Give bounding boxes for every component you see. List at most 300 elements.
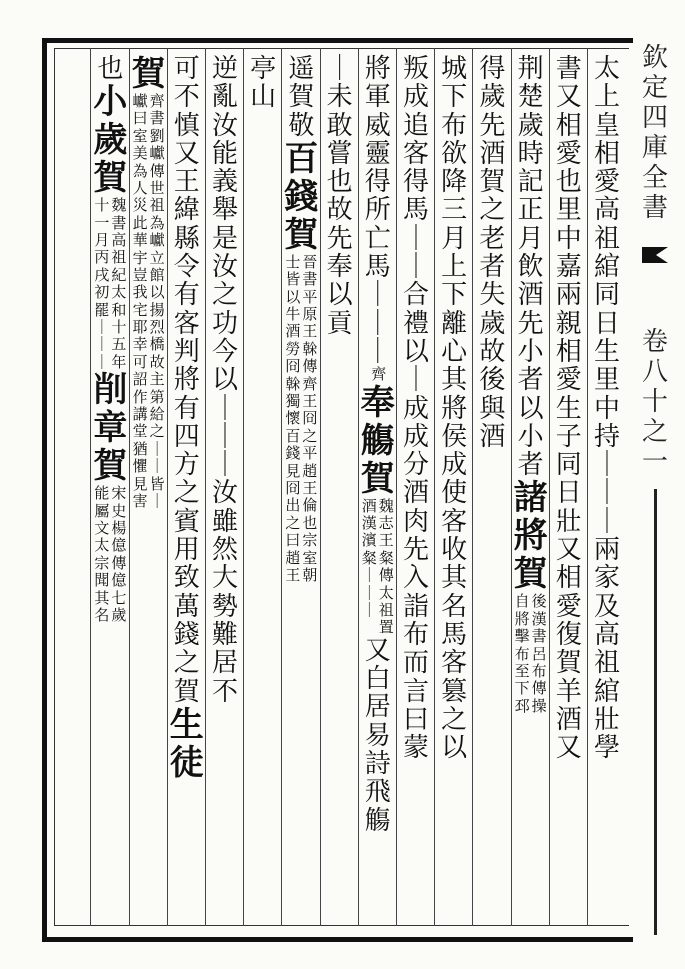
body-char: 致 [173, 563, 200, 594]
body-char: 綰 [593, 252, 620, 283]
body-char: 太 [593, 54, 620, 84]
body-char: 叛 [402, 54, 429, 84]
body-char: 有 [173, 393, 200, 424]
note-char: 酒 [361, 496, 377, 515]
body-char: 以 [326, 280, 353, 311]
commentary-note [284, 252, 318, 585]
commentary-subcolumn [133, 94, 148, 511]
body-char: 言 [402, 676, 429, 707]
note-char: 見 [285, 461, 301, 480]
body-char: 記 [517, 167, 544, 198]
note-char: ｜ [149, 457, 165, 476]
note-char: 書 [111, 213, 127, 232]
note-char: 巘 [149, 144, 165, 163]
body-char: 客 [441, 648, 468, 679]
note-char: 牛 [285, 305, 301, 324]
note-char: 紀 [111, 265, 127, 284]
body-char: 離 [441, 308, 468, 339]
note-char: 烈 [149, 318, 165, 337]
commentary-subcolumn [94, 198, 109, 372]
body-char: 心 [441, 336, 468, 367]
note-char: 宇 [132, 248, 148, 267]
body-char: 追 [402, 110, 429, 141]
note-char: 之 [149, 422, 165, 441]
body-char: 得 [402, 167, 429, 198]
entry-heading-char: 賀 [284, 214, 319, 255]
body-char: 老 [479, 223, 506, 254]
note-char: 太 [94, 536, 110, 555]
body-char: 可 [173, 54, 200, 84]
body-char: 三 [441, 195, 468, 226]
body-char: ｜ [402, 252, 429, 283]
body-char: 萬 [173, 591, 200, 622]
note-char: 濱 [361, 531, 377, 550]
body-char: 分 [402, 450, 429, 481]
note-char: ｜ [94, 335, 110, 354]
commentary-subcolumn [111, 486, 126, 625]
body-char: 家 [593, 563, 620, 594]
note-char: 耶 [132, 318, 148, 337]
book-title-vertical [642, 45, 668, 225]
note-char: 後 [531, 592, 547, 611]
note-char: 邳 [514, 696, 530, 715]
body-char: 者 [479, 252, 506, 283]
body-char: 以 [441, 733, 468, 764]
note-char: 晉 [302, 252, 318, 271]
note-char: 齊 [149, 92, 165, 110]
note-char: 自 [514, 592, 530, 611]
body-char: 不 [211, 676, 238, 707]
commentary-note [93, 198, 127, 372]
body-char: 者 [517, 365, 544, 396]
note-char: 七 [111, 588, 127, 607]
body-char: 先 [326, 223, 353, 254]
note-char: 曰 [285, 531, 301, 550]
fish-tail-mark-icon [640, 245, 670, 265]
entry-heading-char: 章 [93, 408, 128, 449]
note-char: 也 [302, 513, 318, 532]
note-char: 王 [302, 478, 318, 497]
body-char: 布 [402, 619, 429, 650]
note-char: 王 [285, 565, 301, 584]
text-column [361, 56, 395, 922]
margin-char: 四 [641, 103, 668, 133]
note-char: ｜ [149, 491, 165, 510]
body-char: 也 [97, 54, 124, 84]
note-char: 傳 [378, 566, 394, 585]
body-char: 先 [517, 308, 544, 339]
margin-char: 十 [641, 387, 668, 417]
body-char: 歲 [479, 82, 506, 113]
note-char: 第 [149, 387, 165, 406]
body-char: 荆 [517, 54, 544, 84]
body-char: 月 [517, 223, 544, 254]
margin-char: 書 [641, 193, 668, 223]
body-char: 勢 [211, 591, 238, 622]
note-char: 皆 [285, 270, 301, 289]
note-char: 丙 [94, 248, 110, 267]
note-char: 故 [149, 352, 165, 371]
margin-char: 庫 [641, 133, 668, 163]
note-char: 酒 [285, 322, 301, 341]
note-char: 王 [302, 392, 318, 411]
body-char: 日 [593, 308, 620, 339]
body-char: 今 [211, 336, 238, 367]
note-char: 主 [149, 370, 165, 389]
note-char: 之 [285, 513, 301, 532]
body-char: 又 [555, 535, 582, 566]
body-char: 賀 [479, 167, 506, 198]
body-char: 又 [364, 635, 391, 666]
note-char: 高 [111, 231, 127, 250]
note-char: 講 [132, 405, 148, 424]
margin-char: 卷 [641, 327, 668, 357]
entry-heading-char: 歲 [93, 120, 128, 161]
body-char: 觴 [364, 805, 391, 836]
body-char: 所 [364, 195, 391, 226]
note-char: 億 [111, 571, 127, 590]
note-char: 月 [94, 231, 110, 250]
body-char: 雖 [211, 506, 238, 537]
body-char: 能 [211, 138, 238, 169]
note-char: 詔 [132, 370, 148, 389]
note-char: 布 [514, 644, 530, 663]
note-char: 懼 [132, 457, 148, 476]
text-column [514, 56, 548, 922]
entry-heading-char: 徒 [169, 742, 204, 783]
body-char: 將 [173, 365, 200, 396]
body-char: 嘗 [326, 138, 353, 169]
note-char: 傳 [302, 357, 318, 376]
body-char: 上 [593, 82, 620, 113]
body-char: 其 [441, 563, 468, 594]
body-char: 同 [555, 450, 582, 481]
body-char: 山 [250, 82, 277, 113]
note-char: 士 [285, 252, 301, 271]
note-char: 以 [149, 283, 165, 302]
commentary-subcolumn [111, 198, 126, 372]
margin-char: 八 [641, 357, 668, 387]
body-char: 歲 [517, 110, 544, 141]
body-char: 篡 [441, 676, 468, 707]
body-char: 同 [593, 280, 620, 311]
body-char: 愛 [593, 167, 620, 198]
text-column [132, 56, 166, 922]
body-char: 下 [441, 82, 468, 113]
commentary-subcolumn [302, 252, 318, 585]
note-char: 見 [132, 474, 148, 493]
body-char: 月 [441, 223, 468, 254]
body-char: 逆 [211, 54, 238, 84]
note-char: 豈 [132, 265, 148, 284]
body-char: 成 [402, 393, 429, 424]
note-char: 冏 [285, 478, 301, 497]
body-char: 小 [517, 421, 544, 452]
body-char: 其 [441, 365, 468, 396]
body-char: 之 [479, 195, 506, 226]
note-char: ｜ [94, 352, 110, 371]
body-char: ｜ [593, 478, 620, 509]
body-char: 酒 [517, 280, 544, 311]
note-char: 其 [94, 588, 110, 607]
note-char: ｜ [361, 566, 377, 585]
text-column [399, 56, 433, 922]
body-char: ｜ [402, 365, 429, 396]
note-char: 粲 [361, 548, 377, 567]
body-char: 汝 [211, 110, 238, 141]
body-char: 之 [173, 478, 200, 509]
entry-heading-char: 賀 [93, 158, 128, 199]
body-char: 楚 [517, 82, 544, 113]
body-char: ｜ [593, 450, 620, 481]
note-char: 華 [132, 231, 148, 250]
note-char: 漢 [531, 609, 547, 628]
body-char: 祖 [593, 223, 620, 254]
note-char: 傳 [111, 553, 127, 572]
text-column [590, 56, 624, 922]
body-char: 侯 [441, 421, 468, 452]
note-char: 美 [132, 144, 148, 163]
body-char: 詩 [364, 748, 391, 779]
note-char: 之 [302, 426, 318, 445]
body-char: 先 [402, 535, 429, 566]
note-char: 巘 [149, 231, 165, 250]
text-column [284, 56, 318, 922]
margin-char: 定 [641, 73, 668, 103]
body-char: 以 [517, 393, 544, 424]
body-char: 酒 [402, 478, 429, 509]
body-char: 曰 [402, 704, 429, 735]
note-char: 齊 [302, 374, 318, 393]
note-char: 聞 [94, 571, 110, 590]
body-char: 之 [211, 280, 238, 311]
body-char: 居 [364, 692, 391, 723]
note-char: 呂 [531, 644, 547, 663]
entry-heading-char: 錢 [284, 176, 319, 217]
entry-heading-char: 賀 [360, 458, 395, 499]
body-char: 子 [555, 421, 582, 452]
note-char: ｜ [149, 439, 165, 458]
note-char: 給 [149, 405, 165, 424]
body-char: 與 [479, 393, 506, 424]
body-char: 愛 [555, 138, 582, 169]
body-char: 有 [173, 280, 200, 311]
body-char: 軍 [364, 82, 391, 113]
column-rule [167, 48, 168, 926]
entry-heading-char: 削 [93, 370, 128, 411]
note-char: 志 [378, 514, 394, 533]
note-char: 巘 [132, 92, 148, 110]
body-char: 書 [555, 54, 582, 84]
note-char: 劉 [149, 126, 165, 145]
note-char: 獨 [285, 392, 301, 411]
note-char: 書 [149, 109, 165, 128]
note-char: 十 [94, 196, 110, 215]
body-char: 合 [402, 280, 429, 311]
body-char: 飛 [364, 777, 391, 808]
note-char: 榦 [285, 374, 301, 393]
note-char: 魏 [111, 196, 127, 215]
note-char: 傳 [531, 679, 547, 698]
body-char: ｜ [364, 280, 391, 311]
body-char: 得 [364, 167, 391, 198]
body-char: 肉 [402, 506, 429, 537]
body-char: 生 [593, 336, 620, 367]
body-char: 名 [441, 591, 468, 622]
note-char: 置 [378, 618, 394, 637]
body-char: ｜ [211, 393, 238, 424]
commentary-subcolumn [361, 496, 377, 638]
note-char: 原 [302, 305, 318, 324]
note-char: 立 [149, 248, 165, 267]
body-char: 收 [441, 535, 468, 566]
body-char: 上 [441, 252, 468, 283]
body-char: 日 [555, 478, 582, 509]
body-char: 綰 [593, 676, 620, 707]
entry-heading-char: 賀 [131, 54, 166, 94]
note-char: 世 [149, 178, 165, 197]
body-char: 奉 [326, 252, 353, 283]
note-char: 宗 [302, 531, 318, 550]
note-char: 罷 [94, 300, 110, 319]
note-char: 將 [514, 609, 530, 628]
note-char: 猶 [132, 439, 148, 458]
margin-char: 全 [641, 163, 668, 193]
body-char: 緯 [173, 195, 200, 226]
body-char: ｜ [402, 223, 429, 254]
body-char: 客 [402, 138, 429, 169]
body-char: 汝 [211, 252, 238, 283]
body-char: 亂 [211, 82, 238, 113]
body-char: 詣 [402, 591, 429, 622]
body-char: 相 [555, 563, 582, 594]
note-char: 作 [132, 387, 148, 406]
note-char: ｜ [361, 583, 377, 602]
text-column [93, 56, 127, 922]
note-char: 王 [302, 322, 318, 341]
body-char: 將 [364, 54, 391, 84]
body-char: 汝 [211, 478, 238, 509]
entry-heading-char: 賀 [513, 554, 548, 595]
body-char: 羊 [555, 676, 582, 707]
body-char: 中 [555, 223, 582, 254]
note-char: 億 [111, 536, 127, 555]
commentary-subcolumn [532, 594, 547, 716]
body-char: 遥 [288, 54, 315, 84]
note-char: 書 [302, 270, 318, 289]
body-char: 縣 [173, 223, 200, 254]
entry-heading-char: 奉 [360, 382, 395, 423]
body-char: 難 [211, 619, 238, 650]
body-char: 是 [211, 223, 238, 254]
body-char: 時 [517, 138, 544, 169]
note-char: 太 [111, 283, 127, 302]
note-char: 粲 [378, 548, 394, 567]
note-char: 歲 [111, 605, 127, 624]
body-char: 也 [326, 167, 353, 198]
body-char: 壯 [593, 704, 620, 735]
body-char: 里 [555, 195, 582, 226]
body-char: 而 [402, 648, 429, 679]
note-char: 史 [111, 501, 127, 520]
commentary-subcolumn [150, 94, 165, 511]
note-char: 百 [285, 426, 301, 445]
note-char: 懷 [285, 409, 301, 428]
note-char: 祖 [378, 601, 394, 619]
body-char: 居 [211, 648, 238, 679]
body-char: 馬 [402, 195, 429, 226]
note-char: 室 [302, 548, 318, 567]
note-char: 皆 [149, 474, 165, 493]
commentary-note [132, 94, 166, 511]
note-char: 五 [111, 335, 127, 354]
body-char: 愛 [555, 365, 582, 396]
note-char: ｜ [361, 601, 377, 619]
note-char: 初 [94, 283, 110, 302]
note-char: 錢 [285, 444, 301, 463]
body-char: 復 [555, 619, 582, 650]
note-char: 齊 [371, 365, 387, 384]
body-char: 降 [441, 167, 468, 198]
note-char: 傳 [149, 161, 165, 180]
body-char: 皇 [593, 110, 620, 141]
column-rule [472, 48, 473, 926]
body-char: 酒 [479, 138, 506, 169]
body-char: 酒 [555, 704, 582, 735]
body-char: 以 [211, 365, 238, 396]
note-char: 室 [132, 126, 148, 145]
body-char: 方 [173, 450, 200, 481]
note-char: 王 [378, 531, 394, 550]
note-char: 榦 [302, 339, 318, 358]
body-char: 靈 [364, 138, 391, 169]
body-char: 然 [211, 535, 238, 566]
body-char: 之 [173, 648, 200, 679]
body-char: ｜ [364, 336, 391, 367]
margin-char: 一 [641, 447, 668, 477]
note-char: 操 [531, 696, 547, 715]
note-char: 下 [514, 679, 530, 698]
body-char: 高 [593, 195, 620, 226]
body-char: 相 [555, 110, 582, 141]
body-char: 祖 [593, 648, 620, 679]
body-char: ｜ [211, 450, 238, 481]
body-char: 亡 [364, 223, 391, 254]
body-char: 兩 [593, 535, 620, 566]
body-char: 又 [555, 82, 582, 113]
text-column [323, 56, 357, 922]
body-char: 蒙 [402, 733, 429, 764]
body-char: 用 [173, 535, 200, 566]
note-char: ｜ [94, 318, 110, 337]
note-char: 平 [302, 287, 318, 306]
chapter-label-vertical [642, 329, 668, 479]
body-char: 之 [441, 704, 468, 735]
note-char: 倫 [302, 496, 318, 515]
body-char: 者 [517, 450, 544, 481]
body-char: 判 [173, 336, 200, 367]
note-char: 出 [285, 496, 301, 515]
note-char: 朝 [302, 565, 318, 584]
body-char: 得 [479, 54, 506, 84]
body-char: 亭 [250, 54, 277, 84]
entry-heading-char: 小 [93, 82, 128, 123]
note-char: 災 [132, 196, 148, 215]
body-char: 兩 [555, 280, 582, 311]
body-char: 王 [173, 167, 200, 198]
body-char: ｜ [364, 308, 391, 339]
note-char: 我 [132, 283, 148, 302]
